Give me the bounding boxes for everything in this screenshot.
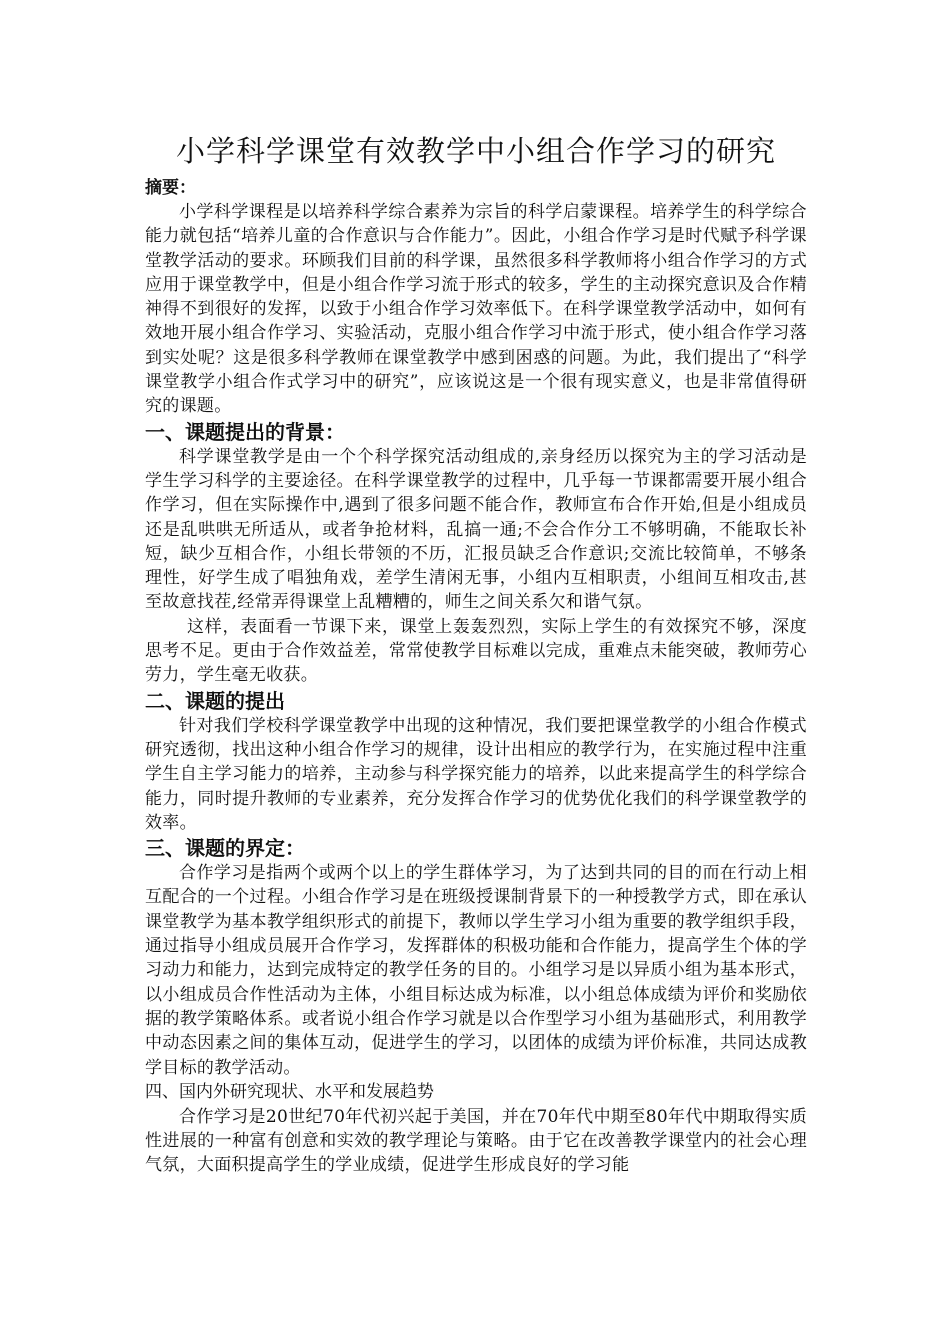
abstract-paragraph: 小学科学课程是以培养科学综合素养为宗旨的科学启蒙课程。培养学生的科学综合能力就包括“培养儿童的合作意识与合作能力”。因此，小组合作学习是时代赋予科学课堂教学活动的要求。环顾我们目前的科学课，虽然很多科学教师将小组合作学习的方式应用于课堂教学中，但是小组合作学习流于形式的较多，学生的主动探究意识及合作精神得不到很好的发挥，以致于小组合作学习效率低下。在科学课堂教学活动中，如何有效地开展小组合作学习、实验活动，克服小组合作学习中流于形式，使小组合作学习落到实处呢？这是很多科学教师在课堂教学中感到困惑的问题。为此，我们提出了“科学课堂教学小组合作式学习中的研究”，应该说这是一个很有现实意义，也是非常值得研究的课题。 xyxy=(145,202,807,417)
background-paragraph-2: 这样，表面看一节课下来，课堂上轰轰烈烈，实际上学生的有效探究不够，深度思考不足。更由于合作效益差，常常使教学目标难以完成，重难点未能突破，教师劳心劳力，学生毫无收获。 xyxy=(145,616,807,686)
research-status-paragraph: 合作学习是20世纪70年代初兴起于美国，并在70年代中期至80年代中期取得实质性进展的一种富有创意和实效的教学理论与策略。由于它在改善教学课堂内的社会心理气氛，大面积提高学生的学业成绩，促进学生形成良好的学习能 xyxy=(145,1106,807,1176)
background-paragraph-1: 科学课堂教学是由一个个科学探究活动组成的,亲身经历以探究为主的学习活动是学生学习科学的主要途径。在科学课堂教学的过程中，几乎每一节课都需要开展小组合作学习，但在实际操作中,遇到了很多问题不能合作，教师宣布合作开始,但是小组成员还是乱哄哄无所适从，或者争抢材料，乱搞一通;不会合作分工不够明确，不能取长补短，缺少互相合作，小组长带领的不历，汇报员缺乏合作意识;交流比较简单，不够条理性，好学生成了唱独角戏，差学生清闲无事，小组内互相职责，小组间互相攻击,甚至故意找茬,经常弄得课堂上乱糟糟的，师生之间关系欠和谐气氛。 xyxy=(145,446,807,613)
section-heading-research-status: 四、国内外研究现状、水平和发展趋势 xyxy=(145,1081,434,1102)
section-heading-background: 一、课题提出的背景： xyxy=(145,419,345,444)
proposal-paragraph: 针对我们学校科学课堂教学中出现的这种情况，我们要把课堂教学的小组合作模式研究透彻，找出这种小组合作学习的规律，设计出相应的教学行为，在实施过程中注重学生自主学习能力的培养，主动参与科学探究能力的培养，以此来提高学生的科学综合能力，同时提升教师的专业素养，充分发挥合作学习的优势优化我们的科学课堂教学的效率。 xyxy=(145,715,807,833)
section-heading-proposal: 二、课题的提出 xyxy=(145,688,285,713)
abstract-label: 摘要： xyxy=(145,178,196,198)
section-heading-definition: 三、课题的界定： xyxy=(145,836,305,861)
definition-paragraph: 合作学习是指两个或两个以上的学生群体学习，为了达到共同的目的而在行动上相互配合的一个过程。小组合作学习是在班级授课制背景下的一种授教学方式，即在承认课堂教学为基本教学组织形式的前提下，教师以学生学习小组为重要的教学组织手段，通过指导小组成员展开合作学习，发挥群体的积极功能和合作能力，提高学生个体的学习动力和能力，达到完成特定的教学任务的目的。小组学习是以异质小组为基本形式，以小组成员合作性活动为主体，小组目标达成为标准，以小组总体成绩为评价和奖励依据的教学策略体系。或者说小组合作学习就是以合作型学习小组为基础形式，利用教学中动态因素之间的集体互动，促进学生的学习，以团体的成绩为评价标准，共同达成教学目标的教学活动。 xyxy=(145,863,807,1078)
document-page xyxy=(145,128,807,1178)
document-title: 小学科学课堂有效教学中小组合作学习的研究 xyxy=(175,134,776,168)
